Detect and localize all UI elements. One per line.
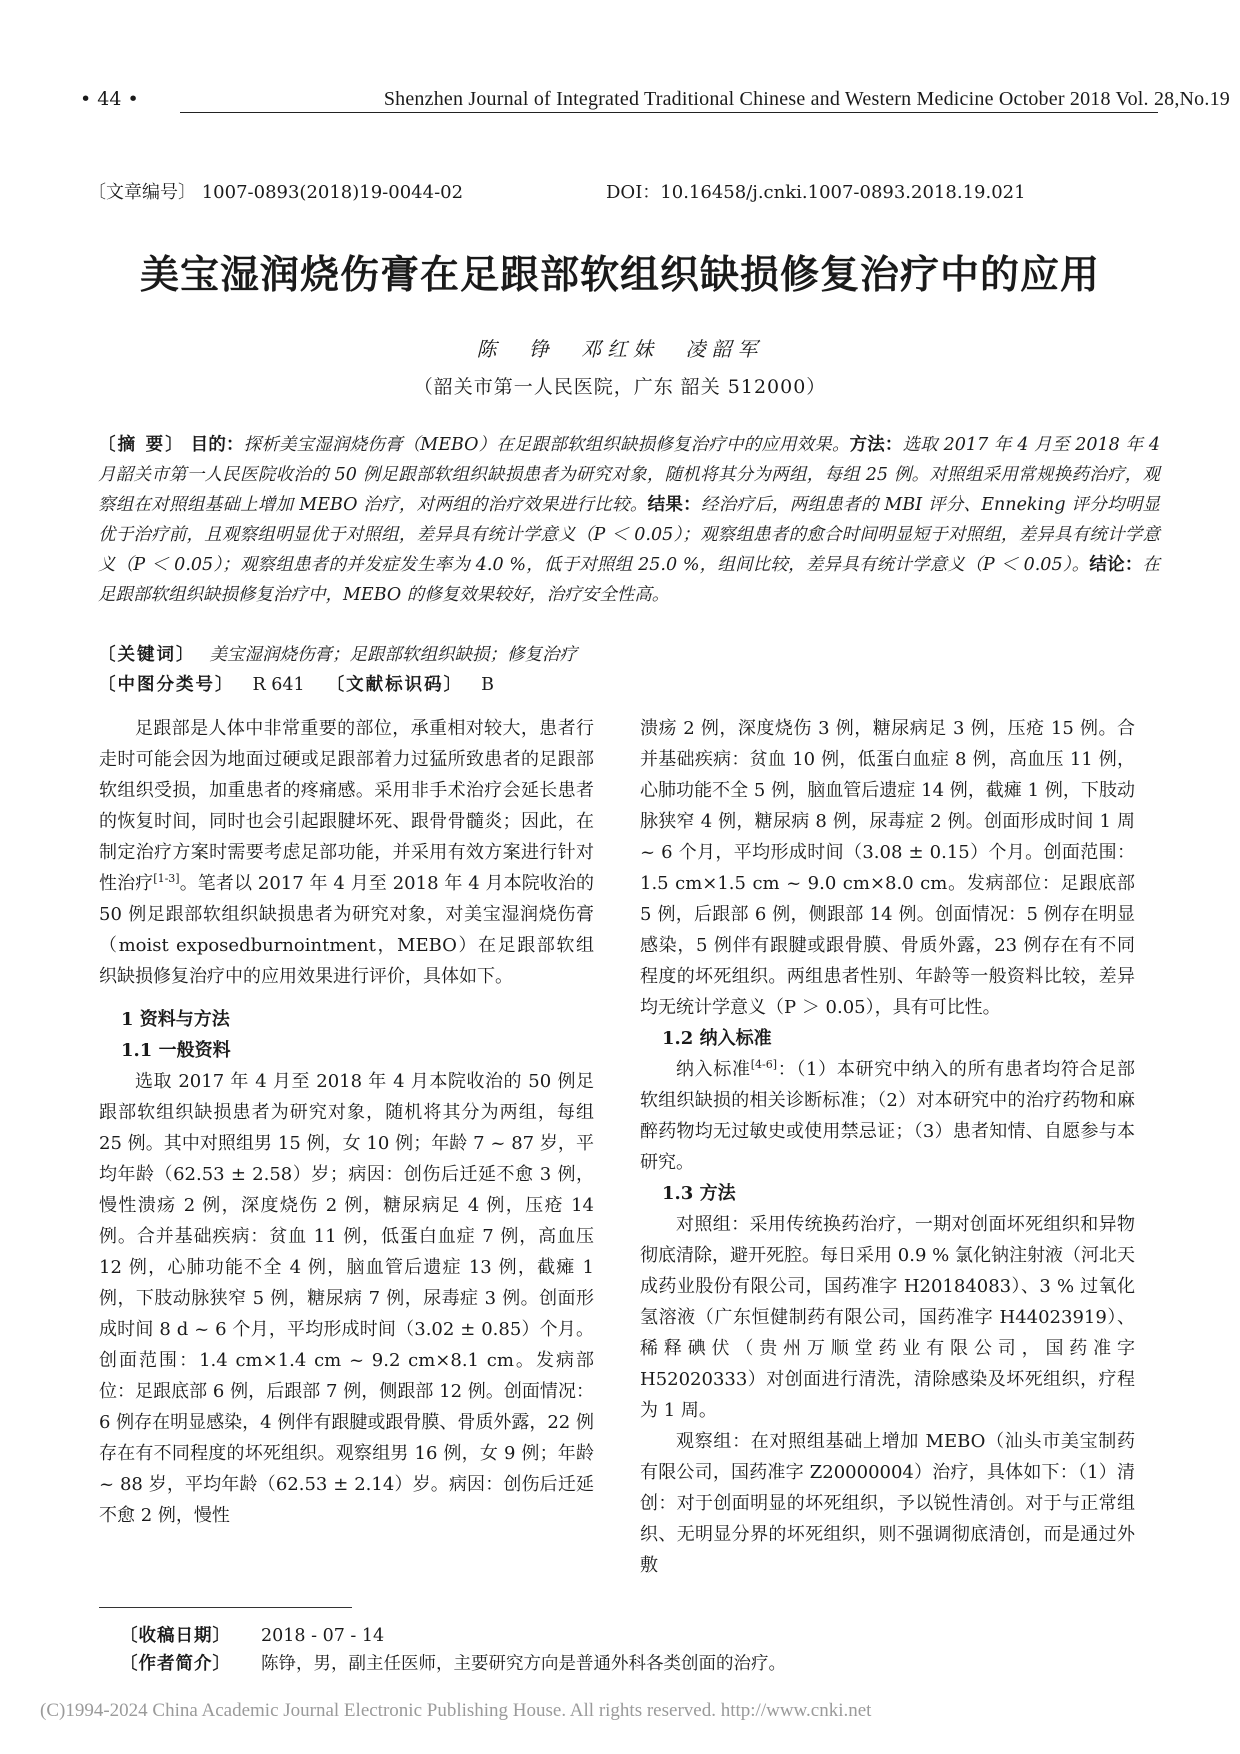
inclusion-paragraph [640,1054,1135,1178]
author-bio-label: 〔作者简介〕 [120,1654,231,1674]
clc-code: R 641 [252,675,305,695]
doc-code: B [481,675,495,695]
left-column [99,713,594,1531]
citation-ref: [4-6] [750,1058,778,1071]
copyright-notice: (C)1994-2024 China Academic Journal Electronic Publishing House. All rights reserved. http://www.cnki.net [40,1700,872,1721]
abstract [98,430,1160,610]
inclusion-text-2: ：（1）本研究中纳入的所有患者均符合足部软组织缺损的相关诊断标准；（2）对本研究中的治疗药物和麻醉药物均无过敏史或使用禁忌证；（3）患者知情、自愿参与本研究。 [640,1059,1136,1173]
doi: DOI：10.16458/j.cnki.1007-0893.2018.19.021 [606,182,1026,203]
abstract-label: 〔摘 要〕 [98,435,185,455]
objective-label: 目的： [190,435,244,455]
footnote-rule [99,1607,352,1608]
keywords-label: 〔关键词〕 [98,645,196,665]
authors: 陈 铮 邓红妹 凌韶军 [476,337,764,361]
clc-label: 〔中图分类号〕 [98,675,235,695]
intro-text-2: 。笔者以 2017 年 4 月至 2018 年 4 月本院收治的 50 例足跟部软组织缺损患者为研究对象，对美宝湿润烧伤膏（moist exposedburnointment，MEBO）在足跟部软组织缺损修复治疗中的应用效果进行评价，具体如下。 [99,873,595,987]
keywords [98,640,1160,670]
classification [98,670,1160,700]
control-paragraph: 对照组：采用传统换药治疗，一期对创面坏死组织和异物彻底清除，避开死腔。每日采用 0.9 % 氯化钠注射液（河北天成药业股份有限公司，国药准字 H20184083）、3 % 过氧化氢溶液（广东恒健制药有限公司，国药准字 H44023919）、稀释碘伏（贵州万顺堂药业有限公司，国药准字 H52020333）对创面进行清洗，清除感染及坏死组织，疗程为 1 周。 [640,1214,1135,1421]
general-paragraph: 选取 2017 年 4 月至 2018 年 4 月本院收治的 50 例足跟部软组织缺损患者为研究对象，随机将其分为两组，每组 25 例。其中对照组男 15 例，女 10 例；年龄 7 ~ 87 岁，平均年龄（62.53 ± 2.58）岁；病因：创伤后迁延不愈 3 例，慢性溃疡 2 例，深度烧伤 2 例，糖尿病足 4 例，压疮 14 例。合并基础疾病：贫血 11 例，低蛋白血症 7 例，高血压 12 例，心肺功能不全 4 例，脑血管后遗症 13 例，截瘫 1 例，下肢动脉狭窄 5 例，糖尿病 7 例，尿毒症 3 例。创面形成时间 8 d ~ 6 个月，平均形成时间（3.02 ± 0.85）个月。创面范围：1.4 cm×1.4 cm ~ 9.2 cm×8.1 cm。发病部位：足跟底部 6 例，后跟部 7 例，侧跟部 12 例。创面情况：6 例存在明显感染，4 例伴有跟腱或跟骨膜、骨质外露，22 例存在有不同程度的坏死组织。观察组男 16 例，女 9 例；年龄 ~ 88 岁，平均年龄（62.53 ± 2.14）岁。病因：创伤后迁延不愈 2 例，慢性 [99,1071,594,1526]
affiliation: （韶关市第一人民医院，广东 韶关 512000） [413,376,827,398]
intro-paragraph [99,713,594,992]
page-number: • 44 • [80,88,139,110]
methods-text: 选取 2017 年 4 月至 2018 年 4 月韶关市第一人民医院收治的 50 例足跟部软组织缺损患者为研究对象，随机将其分为两组，每组 25 例。对照组采用常规换药治疗，观察组在对照组基础上增加 MEBO 治疗，对两组的治疗效果进行比较。 [98,435,1161,515]
results-label: 结果： [647,495,701,515]
right-column [640,713,1135,1581]
objective-text: 探析美宝湿润烧伤膏（MEBO）在足跟部软组织缺损修复治疗中的应用效果。 [243,435,850,455]
citation-ref: [1-3] [153,872,180,885]
section-heading: 1 资料与方法 [121,1009,230,1030]
journal-name: Shenzhen Journal of Integrated Traditional Chinese and Western Medicine October 2018 Vol. 28,No.19 [383,88,1230,110]
article-number: 〔文章编号〕 1007-0893(2018)19-0044-02 [88,182,464,203]
observe-paragraph: 观察组：在对照组基础上增加 MEBO（汕头市美宝制药有限公司，国药准字 Z20000004）治疗，具体如下：（1）清创：对于创面明显的坏死组织，予以锐性清创。对于与正常组织、无明显分界的坏死组织，则不强调彻底清创，而是通过外敷 [640,1431,1135,1576]
received-value: 2018 - 07 - 14 [261,1626,385,1646]
methods-label: 方法： [849,435,903,455]
conclusion-text: 在足跟部软组织缺损修复治疗中，MEBO 的修复效果较好，治疗安全性高。 [98,555,1161,605]
received-date [120,1622,384,1650]
inclusion-text-1: 纳入标准 [676,1059,751,1080]
conclusion-label: 结论： [1089,555,1143,575]
header-rule [180,112,1158,113]
received-label: 〔收稿日期〕 [120,1626,231,1646]
author-bio [120,1650,786,1678]
keywords-text: 美宝湿润烧伤膏；足跟部软组织缺损；修复治疗 [209,645,577,665]
author-bio-text: 陈铮，男，副主任医师，主要研究方向是普通外科各类创面的治疗。 [261,1654,786,1674]
general-paragraph-continued: 溃疡 2 例，深度烧伤 3 例，糖尿病足 3 例，压疮 15 例。合并基础疾病：贫血 10 例，低蛋白血症 8 例，高血压 11 例，心肺功能不全 5 例，脑血管后遗症 14 例，截瘫 1 例，下肢动脉狭窄 4 例，糖尿病 8 例，尿毒症 2 例。创面形成时间 1 周 ~ 6 个月，平均形成时间（3.08 ± 0.15）个月。创面范围：1.5 cm×1.5 cm ~ 9.0 cm×8.0 cm。发病部位：足跟底部 5 例，后跟部 6 例，侧跟部 14 例。创面情况：5 例存在明显感染，5 例伴有跟腱或跟骨膜、骨质外露，23 例存在有不同程度的坏死组织。两组患者性别、年龄等一般资料比较，差异均无统计学意义（P ＞ 0.05），具有可比性。 [640,718,1135,1018]
subsection-heading: 1.1 一般资料 [121,1040,231,1061]
results-text: 经治疗后，两组患者的 MBI 评分、Enneking 评分均明显优于治疗前，且观察组明显优于对照组，差异具有统计学意义（P ＜ 0.05）；观察组患者的愈合时间明显短于对照组，差异具有统计学意义（P ＜ 0.05）；观察组患者的并发症发生率为 4.0 %，低于对照组 25.0 %，组间比较，差异具有统计学意义（P ＜ 0.05）。 [98,495,1160,575]
subsection-heading: 1.3 方法 [662,1183,736,1204]
intro-text-1: 足跟部是人体中非常重要的部位，承重相对较大，患者行走时可能会因为地面过硬或足跟部着力过猛所致患者的足跟部软组织受损，加重患者的疼痛感。采用非手术治疗会延长患者的恢复时间，同时也会引起跟腱坏死、跟骨骨髓炎；因此，在制定治疗方案时需要考虑足部功能，并采用有效方案进行针对性治疗 [99,718,594,894]
subsection-heading: 1.2 纳入标准 [662,1028,772,1049]
paper-title: 美宝湿润烧伤膏在足跟部软组织缺损修复治疗中的应用 [139,253,1100,298]
doc-label: 〔文献标识码〕 [326,675,464,695]
